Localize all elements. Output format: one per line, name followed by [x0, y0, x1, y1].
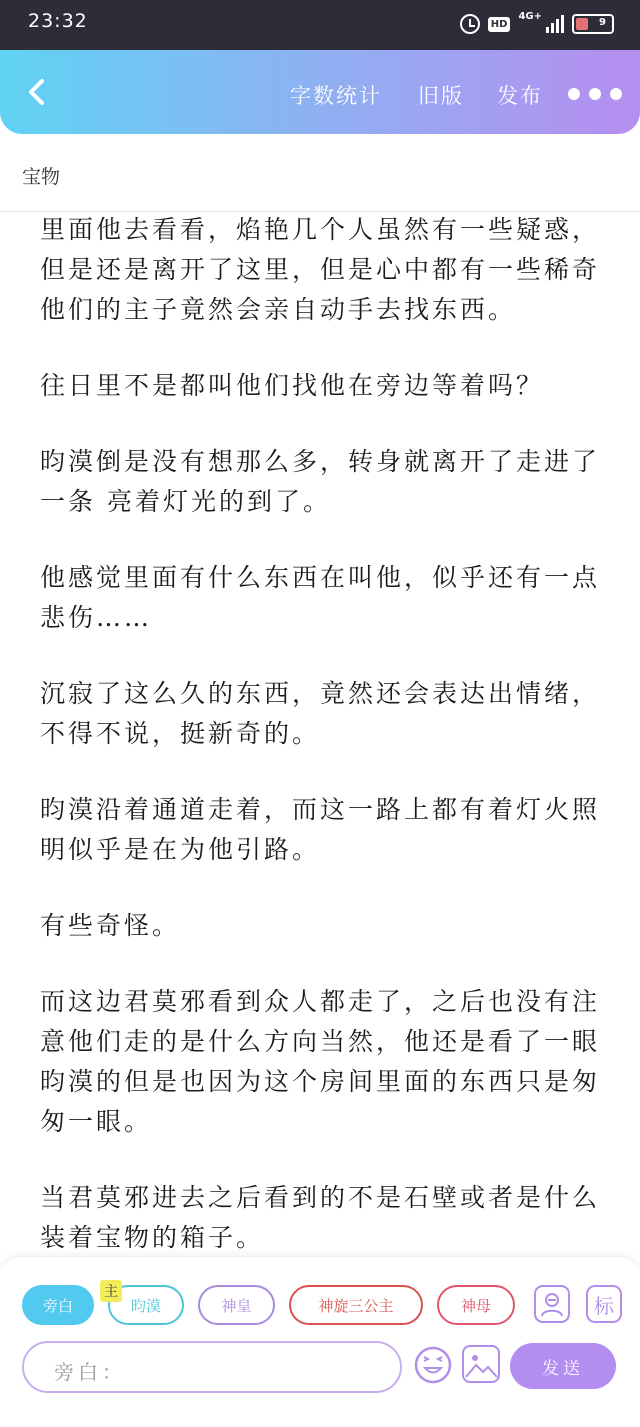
more-dots-icon[interactable] — [568, 88, 622, 100]
chip-label: 昀漠 — [130, 1296, 161, 1315]
battery-level: 9 — [599, 17, 606, 28]
alarm-icon — [460, 14, 480, 34]
paragraph: 沉寂了这么久的东西，竟然还会表达出情绪，不得不说，挺新奇的。 — [40, 679, 601, 748]
publish-button[interactable]: 发布 — [497, 84, 543, 108]
battery-icon — [572, 14, 614, 34]
smiley-icon[interactable] — [413, 1345, 453, 1385]
chevron-left-icon[interactable] — [20, 74, 56, 110]
paragraph: 里面他去看看，焰艳几个人虽然有一些疑惑，但是还是离开了这里，但是心中都有一些稀奇他们的主子竟然会亲自动手去找东西。 — [40, 215, 601, 324]
status-icons — [460, 12, 614, 36]
user-portrait-icon[interactable] — [534, 1285, 570, 1323]
paragraph: 往日里不是都叫他们找他在旁边等着吗？ — [40, 371, 545, 400]
paragraph: 昀漠沿着通道走着，而这一路上都有着灯火照明似乎是在为他引路。 — [40, 795, 601, 864]
paragraph: 有些奇怪。 — [40, 911, 181, 940]
hd-badge: HD — [488, 17, 511, 32]
character-chip-shenmu[interactable]: 神母 — [437, 1285, 515, 1325]
character-chip-narrator[interactable]: 旁白 — [22, 1285, 94, 1325]
main-character-badge: 主 — [100, 1280, 122, 1302]
editor-header — [0, 50, 640, 134]
character-chip-princess[interactable]: 神旋三公主 — [289, 1285, 423, 1325]
chapter-title: 宝物 — [22, 166, 61, 188]
story-content[interactable] — [40, 210, 606, 1250]
paragraph: 当君莫邪进去之后看到的不是石壁或者是什么 装着宝物的箱子。 — [40, 1183, 601, 1250]
character-chip-shenhuang[interactable]: 神皇 — [198, 1285, 275, 1325]
image-icon[interactable] — [462, 1345, 500, 1383]
old-version-button[interactable]: 旧版 — [418, 84, 464, 108]
status-bar — [0, 0, 640, 50]
paragraph: 昀漠倒是没有想那么多，转身就离开了走进了一条 亮着灯光的到了。 — [40, 447, 601, 516]
chapter-title-bar[interactable] — [0, 134, 640, 212]
send-button[interactable]: 发送 — [510, 1343, 616, 1389]
dialogue-input[interactable] — [22, 1341, 402, 1393]
compose-toolbar — [0, 1256, 640, 1427]
clock: 23:32 — [28, 10, 88, 32]
paragraph: 他感觉里面有什么东西在叫他，似乎还有一点悲伤…… — [40, 563, 601, 632]
character-chips — [22, 1285, 622, 1325]
paragraph: 而这边君莫邪看到众人都走了，之后也没有注意他们走的是什么方向当然，他还是看了一眼昀漠的但是也因为这个房间里面的东西只是匆匆一眼。 — [40, 987, 601, 1136]
signal-icon — [518, 11, 564, 33]
word-count-button[interactable]: 字数统计 — [290, 84, 382, 108]
network-type: 4G+ — [518, 11, 542, 22]
tag-button[interactable]: 标 — [586, 1285, 622, 1323]
input-placeholder: 旁白： — [54, 1360, 126, 1384]
